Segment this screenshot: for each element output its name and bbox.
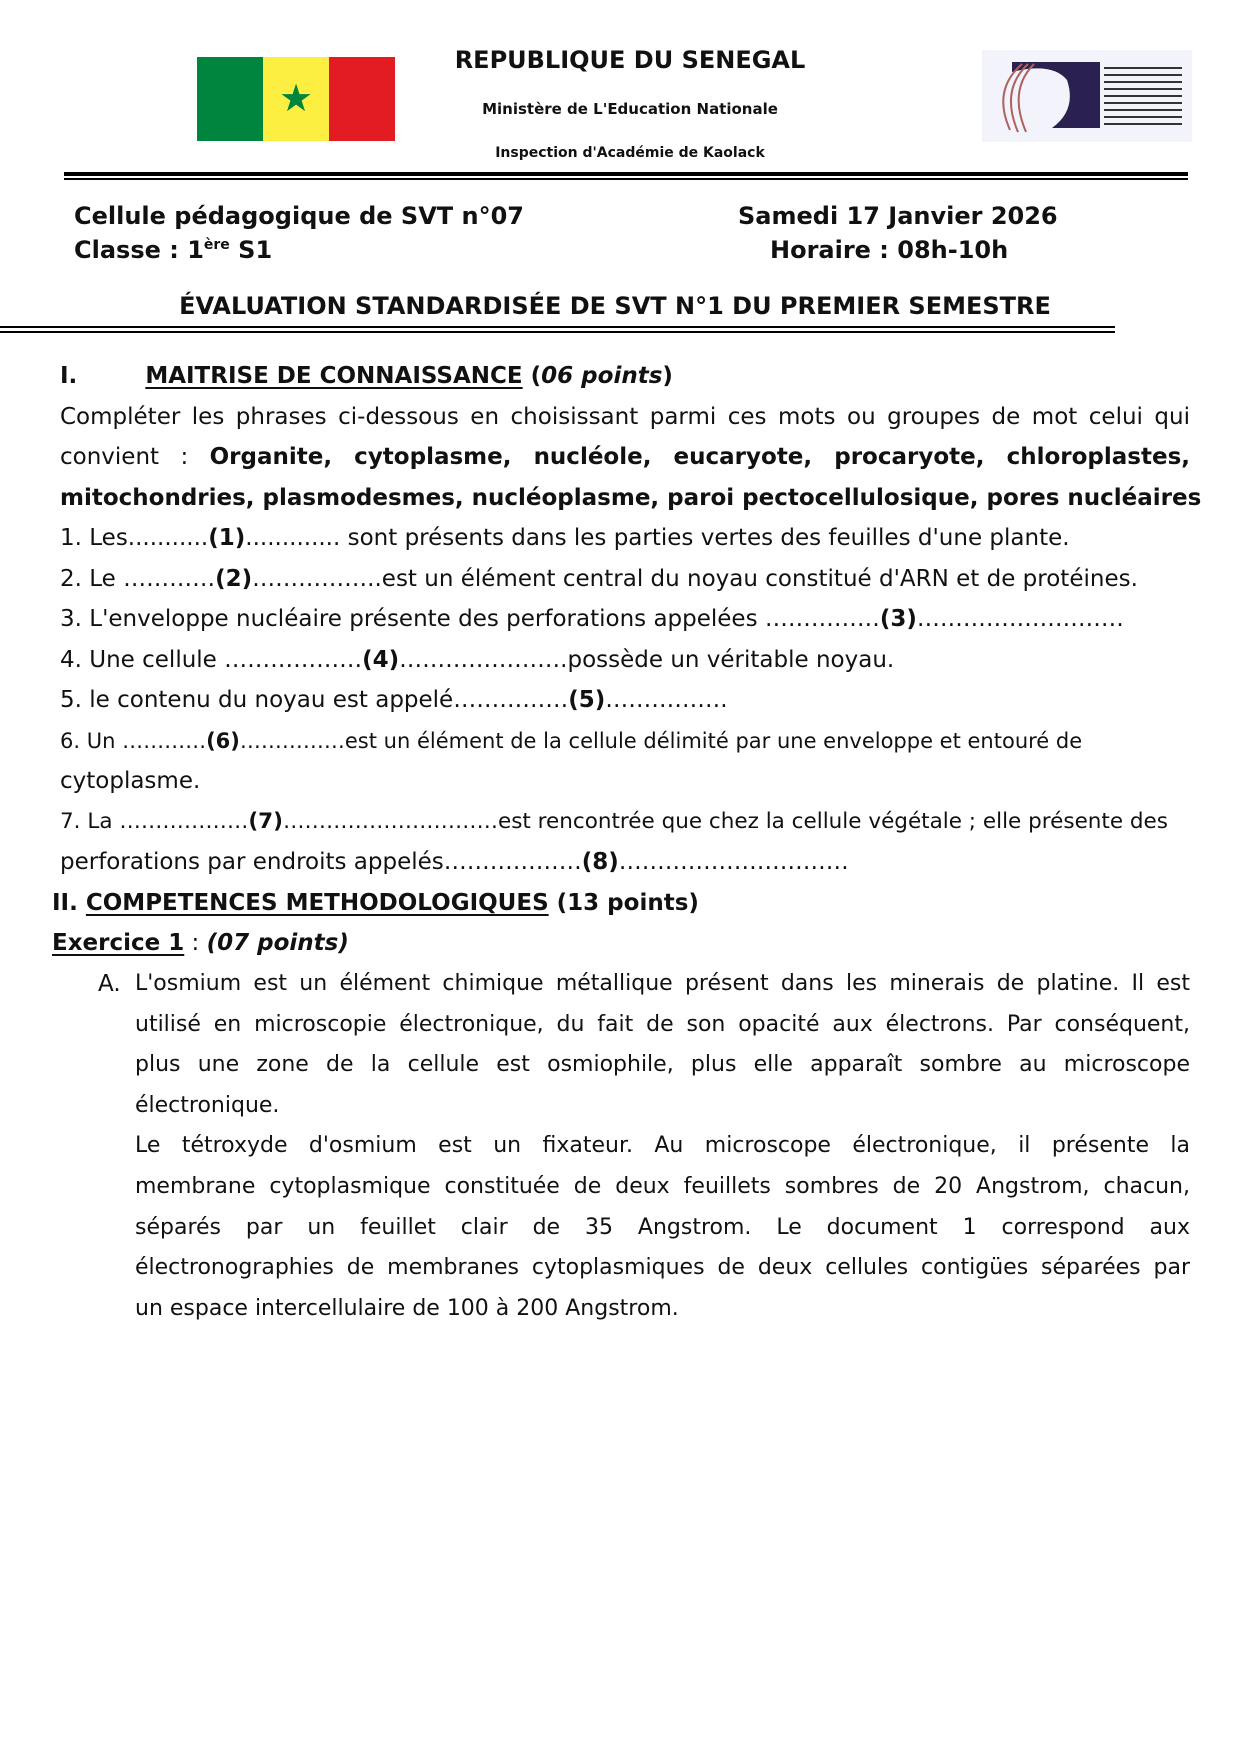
q-blank-number: (7) bbox=[248, 809, 283, 834]
ministry-heading: Ministère de L'Education Nationale bbox=[482, 100, 778, 118]
sep: : bbox=[184, 930, 207, 956]
header-divider-thin bbox=[64, 178, 1188, 180]
country-heading: REPUBLIQUE DU SENEGAL bbox=[454, 46, 806, 74]
para-line: utilisé en microscopie électronique, du fait de son opacité aux électrons. Par conséquent, bbox=[135, 1011, 1190, 1037]
intro-line-2 bbox=[60, 437, 1190, 477]
question-4 bbox=[60, 640, 1190, 681]
question-6-cont: cytoplasme. bbox=[60, 768, 201, 794]
paren: ) bbox=[662, 363, 673, 389]
intro-convient: convient : bbox=[60, 444, 189, 470]
question-7 bbox=[60, 802, 1190, 843]
q-blank-number: (6) bbox=[206, 729, 240, 753]
section1-points: 06 points bbox=[541, 363, 663, 389]
section2-points: (13 points) bbox=[548, 890, 699, 916]
q-pre: 2. Le ………… bbox=[60, 566, 216, 592]
para-line: électronique. bbox=[135, 1092, 280, 1118]
header-divider bbox=[64, 172, 1188, 176]
exam-date: Samedi 17 Janvier 2026 bbox=[738, 202, 1058, 230]
section1-title: MAITRISE DE CONNAISSANCE bbox=[145, 363, 523, 389]
exam-schedule: Horaire : 08h-10h bbox=[770, 236, 1009, 264]
q-pre: 3. L'enveloppe nucléaire présente des perforations appelées …………… bbox=[60, 606, 880, 632]
section2-number: II. bbox=[52, 890, 78, 916]
intro-line-1: Compléter les phrases ci-dessous en choisissant parmi ces mots ou groupes de mot celui qui bbox=[60, 404, 1190, 430]
q-post: …………………………est rencontrée que chez la cellule végétale ; elle présente des bbox=[282, 809, 1168, 834]
q-blank-number: (4) bbox=[362, 647, 400, 673]
word-list-1: Organite, cytoplasme, nucléole, eucaryote, procaryote, chloroplastes, bbox=[209, 444, 1190, 470]
class-sup: ère bbox=[203, 237, 230, 253]
q-post: ……………. bbox=[605, 687, 728, 713]
para-line: électronographies de membranes cytoplasmiques de deux cellules contigües séparées par bbox=[135, 1255, 1190, 1281]
title-divider-2 bbox=[0, 331, 1115, 333]
senegal-flag bbox=[197, 57, 395, 141]
q-blank-number: (8) bbox=[581, 849, 619, 875]
q-pre: 1. Les........... bbox=[60, 525, 209, 551]
exercise-label: Exercice 1 bbox=[52, 930, 185, 956]
word-list-2: mitochondries, plasmodesmes, nucléoplasme, paroi pectocellulosique, pores nucléaires bbox=[60, 485, 1202, 511]
q-post: ……………………… bbox=[916, 606, 1124, 632]
section2-title: COMPETENCES METHODOLOGIQUES bbox=[85, 890, 549, 916]
q-post: ………………….possède un véritable noyau. bbox=[399, 647, 895, 673]
exercise-1-heading bbox=[52, 923, 1182, 964]
star-icon: ★ bbox=[278, 76, 314, 121]
para-line: membrane cytoplasmique constituée de deux feuillets sombres de 20 Angstrom, chacun, bbox=[135, 1173, 1190, 1199]
para-line: L'osmium est un élément chimique métallique présent dans les minerais de platine. Il est bbox=[135, 971, 1190, 996]
q-post: ………………………… bbox=[618, 849, 849, 875]
question-7-cont bbox=[60, 842, 1190, 883]
class-suffix: S1 bbox=[229, 236, 273, 264]
q-pre: 7. La ……………… bbox=[60, 809, 249, 834]
section2-heading bbox=[52, 883, 1182, 924]
paren: ( bbox=[522, 363, 542, 389]
question-2 bbox=[60, 559, 1190, 600]
q-pre: 5. le contenu du noyau est appelé…………… bbox=[60, 687, 569, 713]
part-a-label: A. bbox=[98, 971, 121, 997]
q-blank-number: (2) bbox=[215, 566, 253, 592]
q-blank-number: (3) bbox=[879, 606, 917, 632]
q-pre: 6. Un ………… bbox=[60, 729, 207, 753]
title-divider bbox=[0, 326, 1115, 328]
q-post: ……………..est un élément central du noyau constitué d'ARN et de protéines. bbox=[252, 566, 1138, 592]
cell-label: Cellule pédagogique de SVT n°07 bbox=[74, 202, 524, 230]
q-blank-number: (1) bbox=[208, 525, 246, 551]
q-post: ............. sont présents dans les parties vertes des feuilles d'une plante. bbox=[245, 525, 1070, 551]
exercise-points: (07 points) bbox=[206, 930, 349, 956]
question-6 bbox=[60, 721, 1190, 762]
inspection-heading: Inspection d'Académie de Kaolack bbox=[495, 145, 765, 161]
para-line: Le tétroxyde d'osmium est un fixateur. Au microscope électronique, il présente la bbox=[135, 1133, 1190, 1159]
academy-logo bbox=[982, 50, 1192, 142]
para-line: séparés par un feuillet clair de 35 Angstrom. Le document 1 correspond aux bbox=[135, 1214, 1190, 1240]
exam-title: ÉVALUATION STANDARDISÉE DE SVT N°1 DU PREMIER SEMESTRE bbox=[179, 292, 1051, 320]
para-line: plus une zone de la cellule est osmiophile, plus elle apparaît sombre au microscope bbox=[135, 1052, 1190, 1078]
para-line: un espace intercellulaire de 100 à 200 Angstrom. bbox=[135, 1295, 679, 1321]
q-post: ……………est un élément de la cellule délimité par une enveloppe et entouré de bbox=[239, 729, 1083, 753]
question-1 bbox=[60, 518, 1190, 559]
q-blank-number: (5) bbox=[568, 687, 606, 713]
section1-heading bbox=[60, 356, 1190, 397]
question-5 bbox=[60, 680, 1190, 721]
q-pre: perforations par endroits appelés……………… bbox=[60, 849, 582, 875]
class-label bbox=[74, 236, 272, 264]
part-a-text bbox=[135, 964, 1190, 1329]
question-3 bbox=[60, 599, 1190, 640]
section1-number: I. bbox=[60, 363, 78, 389]
q-pre: 4. Une cellule ……………… bbox=[60, 647, 363, 673]
class-text: Classe : 1 bbox=[74, 236, 204, 264]
